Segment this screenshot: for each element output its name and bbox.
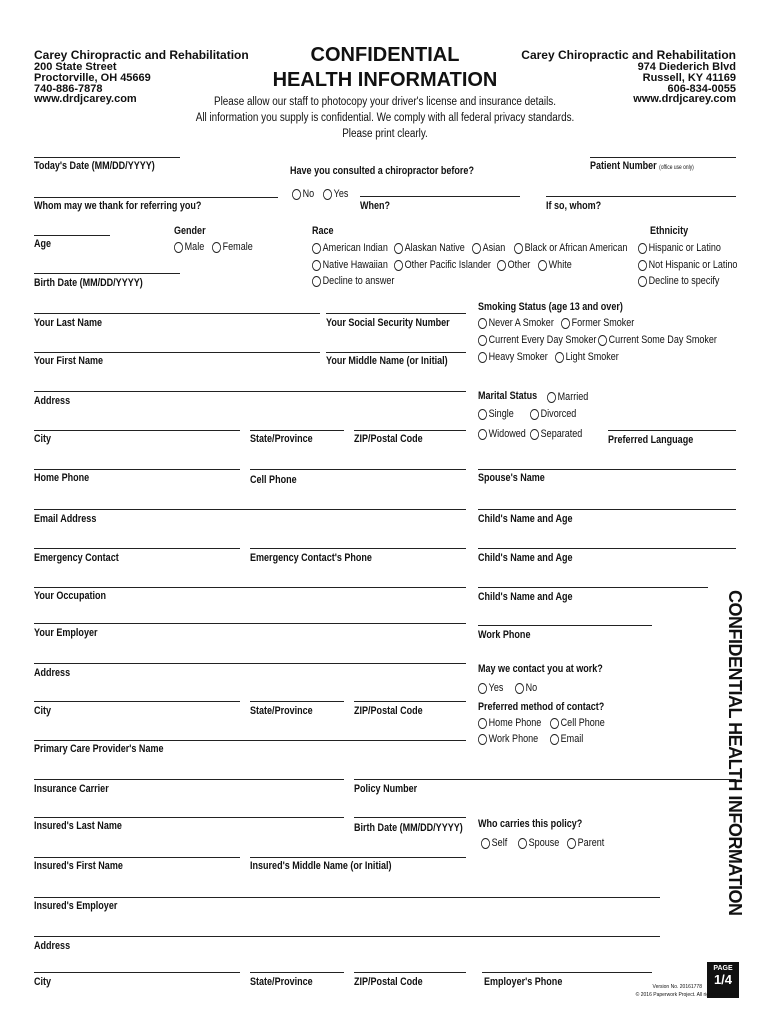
radio-icon	[598, 335, 607, 346]
child-2-label: Child's Name and Age	[478, 552, 573, 564]
employer-address-label: Address	[34, 667, 71, 679]
smoking-light-radio[interactable]: Light Smoker	[555, 351, 619, 363]
marital-separated-radio[interactable]: Separated	[530, 428, 582, 440]
carrier-parent-radio[interactable]: Parent	[567, 837, 604, 849]
todays-date-field[interactable]	[34, 157, 180, 158]
referring-label: Whom may we thank for referring you?	[34, 200, 202, 212]
radio-icon	[312, 260, 321, 271]
insurance-carrier-label: Insurance Carrier	[34, 783, 109, 795]
address-field[interactable]	[34, 391, 466, 392]
pref-cell-phone-radio[interactable]: Cell Phone	[550, 717, 605, 729]
first-name-field[interactable]	[34, 352, 320, 353]
left-clinic-phone: 740-886-7878	[34, 83, 103, 95]
ethnicity-not-hispanic-radio[interactable]: Not Hispanic or Latino	[638, 259, 737, 271]
radio-icon	[478, 335, 487, 346]
smoking-heavy-radio[interactable]: Heavy Smoker	[478, 351, 548, 363]
home-phone-field[interactable]	[34, 469, 240, 470]
race-white-radio[interactable]: White	[538, 259, 572, 271]
child-1-label: Child's Name and Age	[478, 513, 573, 525]
ssn-field[interactable]	[326, 313, 466, 314]
radio-icon	[394, 260, 403, 271]
radio-icon	[478, 409, 487, 420]
radio-icon	[292, 189, 301, 200]
gender-male-radio[interactable]: Male	[174, 241, 204, 253]
state-label: State/Province	[250, 433, 313, 445]
radio-icon	[478, 734, 487, 745]
when-label: When?	[360, 200, 391, 212]
work-phone-label: Work Phone	[478, 629, 531, 641]
zip-field[interactable]	[354, 430, 466, 431]
radio-icon	[312, 243, 321, 254]
radio-icon	[550, 718, 559, 729]
pref-home-phone-radio[interactable]: Home Phone	[478, 717, 541, 729]
pref-contact-label: Preferred method of contact?	[478, 701, 605, 713]
referring-field[interactable]	[34, 197, 278, 198]
radio-icon	[323, 189, 332, 200]
radio-icon	[638, 276, 647, 287]
middle-name-field[interactable]	[326, 352, 466, 353]
page-number: 1/4	[713, 972, 733, 987]
radio-icon	[481, 838, 490, 849]
address-label: Address	[34, 395, 71, 407]
insured-zip-label: ZIP/Postal Code	[354, 976, 423, 988]
smoking-some-day-radio[interactable]: Current Some Day Smoker	[598, 334, 717, 346]
insured-middle-name-field[interactable]	[250, 857, 466, 858]
gender-label: Gender	[174, 225, 206, 237]
radio-icon	[478, 429, 487, 440]
race-pacific-islander-radio[interactable]: Other Pacific Islander	[394, 259, 491, 271]
carrier-spouse-radio[interactable]: Spouse	[518, 837, 559, 849]
child-3-field[interactable]	[478, 587, 708, 588]
child-2-field[interactable]	[478, 548, 736, 549]
side-banner	[705, 590, 745, 950]
marital-label: Marital Status	[478, 390, 538, 402]
right-clinic-city: Russell, KY 41169	[642, 72, 736, 84]
insured-middle-name-label: Insured's Middle Name (or Initial)	[250, 860, 392, 872]
marital-married-radio[interactable]: Married	[547, 391, 588, 403]
contact-work-no-radio[interactable]: No	[515, 682, 537, 694]
insurance-carrier-field[interactable]	[34, 779, 344, 780]
employer-state-field[interactable]	[250, 701, 344, 702]
insured-state-field[interactable]	[250, 972, 344, 973]
email-label: Email Address	[34, 513, 97, 525]
intro-line3: Please print clearly.	[342, 128, 428, 140]
city-label: City	[34, 433, 52, 445]
patient-number-label: Patient Number (office use only)	[590, 160, 694, 172]
radio-icon	[312, 276, 321, 287]
pcp-field[interactable]	[34, 740, 466, 741]
right-clinic-street: 974 Diederich Blvd	[637, 61, 736, 73]
right-clinic-phone: 606-834-0055	[667, 83, 736, 95]
first-name-label: Your First Name	[34, 355, 104, 367]
radio-icon	[561, 318, 570, 329]
employer-field[interactable]	[34, 623, 466, 624]
todays-date-label: Today's Date (MM/DD/YYYY)	[34, 160, 155, 172]
radio-icon	[478, 318, 487, 329]
spouse-label: Spouse's Name	[478, 472, 545, 484]
carrier-self-radio[interactable]: Self	[481, 837, 507, 849]
smoking-every-day-radio[interactable]: Current Every Day Smoker	[478, 334, 596, 346]
left-clinic-street: 200 State Street	[34, 61, 117, 73]
policy-number-label: Policy Number	[354, 783, 418, 795]
left-clinic-name: Carey Chiropractic and Rehabilitation	[34, 48, 249, 62]
radio-icon	[478, 683, 487, 694]
radio-icon	[538, 260, 547, 271]
middle-name-label: Your Middle Name (or Initial)	[326, 355, 448, 367]
intro-line2: All information you supply is confidential. We comply with all federal privacy standards.	[195, 112, 575, 124]
pref-email-radio[interactable]: Email	[550, 733, 583, 745]
birth-date-field[interactable]	[34, 273, 180, 274]
child-3-label: Child's Name and Age	[478, 591, 573, 603]
consulted-yes-radio[interactable]: Yes	[323, 188, 348, 200]
gender-female-radio[interactable]: Female	[212, 241, 253, 253]
insured-address-label: Address	[34, 940, 71, 952]
employer-zip-label: ZIP/Postal Code	[354, 705, 423, 717]
home-phone-label: Home Phone	[34, 472, 90, 484]
radio-icon	[497, 260, 506, 271]
radio-icon	[530, 429, 539, 440]
emergency-phone-field[interactable]	[250, 548, 466, 549]
cell-phone-label: Cell Phone	[250, 474, 297, 486]
race-native-hawaiian-radio[interactable]: Native Hawaiian	[312, 259, 388, 271]
ssn-label: Your Social Security Number	[326, 317, 450, 329]
race-black-radio[interactable]: Black or African American	[514, 242, 627, 254]
marital-single-radio[interactable]: Single	[478, 408, 514, 420]
insured-first-name-label: Insured's First Name	[34, 860, 123, 872]
birth-date-label: Birth Date (MM/DD/YYYY)	[34, 277, 143, 289]
when-field[interactable]	[360, 196, 520, 197]
work-phone-field[interactable]	[478, 625, 652, 626]
age-field[interactable]	[34, 235, 110, 236]
insured-city-field[interactable]	[34, 972, 240, 973]
race-other-radio[interactable]: Other	[497, 259, 530, 271]
race-decline-radio[interactable]: Decline to answer	[312, 275, 394, 287]
page-label: PAGE	[713, 965, 733, 972]
preferred-language-field[interactable]	[608, 430, 736, 431]
radio-icon	[567, 838, 576, 849]
ethnicity-label: Ethnicity	[650, 225, 689, 237]
employer-zip-field[interactable]	[354, 701, 466, 702]
if-so-field[interactable]	[546, 196, 736, 197]
pref-work-phone-radio[interactable]: Work Phone	[478, 733, 538, 745]
race-asian-radio[interactable]: Asian	[472, 242, 505, 254]
employer-phone-field[interactable]	[482, 972, 652, 973]
side-banner-text: CONFIDENTIAL HEALTH INFORMATION	[725, 590, 745, 916]
race-alaskan-native-radio[interactable]: Alaskan Native	[394, 242, 465, 254]
smoking-label: Smoking Status (age 13 and over)	[478, 301, 623, 313]
insured-last-name-field[interactable]	[34, 817, 344, 818]
radio-icon	[478, 718, 487, 729]
radio-icon	[174, 242, 183, 253]
intro-line1: Please allow our staff to photocopy your driver's license and insurance details.	[213, 96, 557, 108]
radio-icon	[530, 409, 539, 420]
employer-city-field[interactable]	[34, 701, 240, 702]
pcp-label: Primary Care Provider's Name	[34, 743, 164, 755]
marital-divorced-radio[interactable]: Divorced	[530, 408, 576, 420]
last-name-field[interactable]	[34, 313, 320, 314]
zip-label: ZIP/Postal Code	[354, 433, 423, 445]
policy-number-field[interactable]	[354, 779, 736, 780]
insured-employer-field[interactable]	[34, 897, 660, 898]
ethnicity-hispanic-radio[interactable]: Hispanic or Latino	[638, 242, 721, 254]
version-text: Version No. 20161778	[652, 984, 702, 990]
employer-phone-label: Employer's Phone	[484, 976, 563, 988]
insured-birth-date-label: Birth Date (MM/DD/YYYY)	[354, 822, 463, 834]
occupation-label: Your Occupation	[34, 590, 107, 602]
form-title-line2: HEALTH INFORMATION	[272, 69, 498, 91]
employer-address-field[interactable]	[34, 663, 466, 664]
radio-icon	[547, 392, 556, 403]
consulted-label: Have you consulted a chiropractor before?	[290, 165, 474, 177]
insured-zip-field[interactable]	[354, 972, 466, 973]
race-label: Race	[312, 225, 334, 237]
consulted-no-radio[interactable]: No	[292, 188, 314, 200]
emergency-contact-field[interactable]	[34, 548, 240, 549]
employer-city-label: City	[34, 705, 52, 717]
right-clinic-web: www.drdjcarey.com	[633, 93, 736, 105]
smoking-former-radio[interactable]: Former Smoker	[561, 317, 634, 329]
radio-icon	[515, 683, 524, 694]
contact-work-label: May we contact you at work?	[478, 663, 603, 675]
form-title-line1: CONFIDENTIAL	[310, 44, 460, 66]
email-field[interactable]	[34, 509, 466, 510]
patient-number-field[interactable]	[590, 157, 736, 158]
insured-state-label: State/Province	[250, 976, 313, 988]
emergency-contact-label: Emergency Contact	[34, 552, 119, 564]
radio-icon	[514, 243, 523, 254]
smoking-never-radio[interactable]: Never A Smoker	[478, 317, 554, 329]
last-name-label: Your Last Name	[34, 317, 103, 329]
occupation-field[interactable]	[34, 587, 466, 588]
city-field[interactable]	[34, 430, 240, 431]
race-american-indian-radio[interactable]: American Indian	[312, 242, 388, 254]
employer-label: Your Employer	[34, 627, 98, 639]
insured-employer-label: Insured's Employer	[34, 900, 118, 912]
right-clinic-name: Carey Chiropractic and Rehabilitation	[521, 48, 736, 62]
employer-state-label: State/Province	[250, 705, 313, 717]
radio-icon	[638, 243, 647, 254]
preferred-language-label: Preferred Language	[608, 434, 694, 446]
child-1-field[interactable]	[478, 509, 736, 510]
radio-icon	[394, 243, 403, 254]
insured-last-name-label: Insured's Last Name	[34, 820, 122, 832]
if-so-label: If so, whom?	[546, 200, 602, 212]
spouse-field[interactable]	[478, 469, 736, 470]
ethnicity-decline-radio[interactable]: Decline to specify	[638, 275, 719, 287]
insured-first-name-field[interactable]	[34, 857, 240, 858]
who-carries-label: Who carries this policy?	[478, 818, 583, 830]
marital-widowed-radio[interactable]: Widowed	[478, 428, 526, 440]
contact-work-yes-radio[interactable]: Yes	[478, 682, 503, 694]
state-field[interactable]	[250, 430, 344, 431]
insured-birth-date-field[interactable]	[354, 817, 466, 818]
left-clinic-web: www.drdjcarey.com	[34, 93, 137, 105]
emergency-phone-label: Emergency Contact's Phone	[250, 552, 372, 564]
radio-icon	[212, 242, 221, 253]
age-label: Age	[34, 238, 52, 250]
copyright-text: © 2016 Paperwork Project. All rights reserved.	[635, 992, 738, 998]
insured-address-field[interactable]	[34, 936, 660, 937]
radio-icon	[478, 352, 487, 363]
cell-phone-field[interactable]	[250, 469, 466, 470]
radio-icon	[555, 352, 564, 363]
radio-icon	[472, 243, 481, 254]
radio-icon	[550, 734, 559, 745]
radio-icon	[518, 838, 527, 849]
left-clinic-city: Proctorville, OH 45669	[34, 72, 151, 84]
insured-city-label: City	[34, 976, 52, 988]
radio-icon	[638, 260, 647, 271]
